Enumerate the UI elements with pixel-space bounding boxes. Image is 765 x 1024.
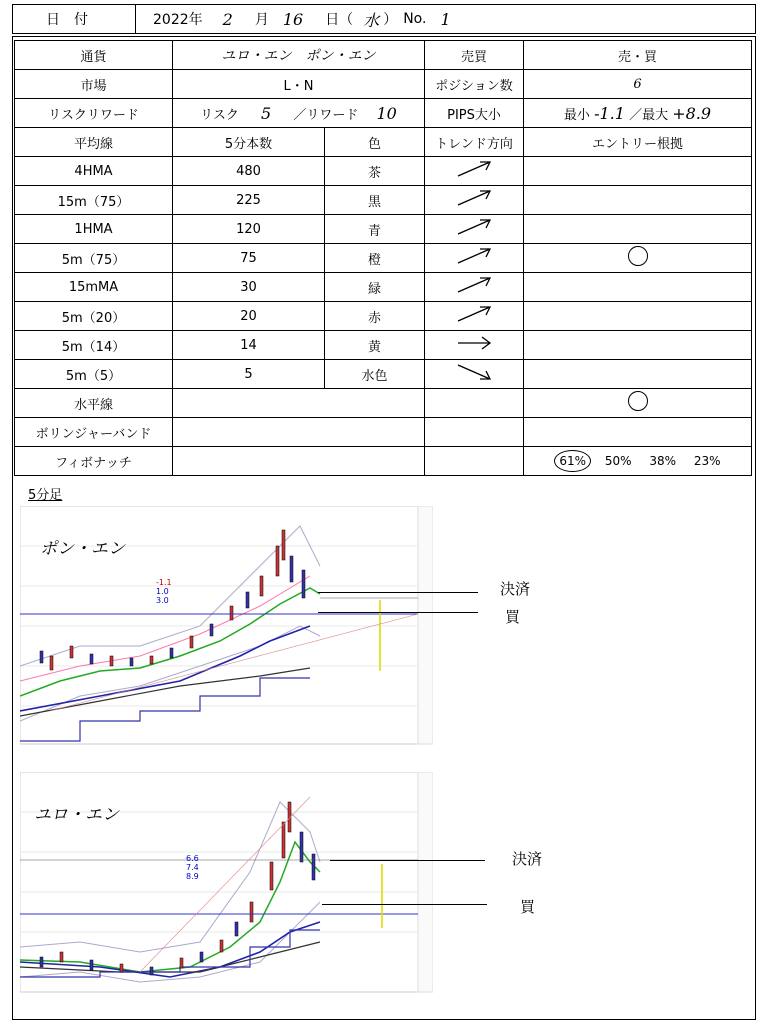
ma-row: [15, 360, 752, 389]
ma-color: 黄: [325, 331, 425, 360]
fibonacci-levels: [524, 447, 752, 476]
fib-level-50: 50%: [604, 454, 632, 468]
row-market: [15, 70, 752, 99]
row-fibonacci: [15, 447, 752, 476]
ma-color: 赤: [325, 302, 425, 331]
ma-entry: [524, 215, 752, 244]
chart-pound-yen-label-2: 1.0: [156, 587, 169, 596]
risk-reward-label: リスクリワード: [15, 99, 173, 128]
currency-label: 通貨: [15, 41, 173, 70]
chart-euro-yen-note: ユロ・エン: [34, 805, 119, 825]
ma-trend: [425, 273, 524, 302]
ma-entry: [524, 186, 752, 215]
market-value: L・N: [173, 70, 425, 99]
trend-right-arrow-icon: [454, 333, 494, 357]
date-label: 日付: [13, 5, 136, 33]
horizontal-line-entry: [524, 389, 752, 418]
chart-euro-yen-buy-label: 買: [520, 898, 536, 916]
trend-down-arrow-icon: [454, 362, 494, 386]
chart-pound-yen-settle-label: 決済: [500, 580, 531, 598]
ma-name: 4HMA: [15, 157, 173, 186]
ma-color: 橙: [325, 244, 425, 273]
trade-record-table: [14, 40, 752, 476]
chart-euro-yen-label-3: 8.9: [186, 872, 199, 881]
ma-color: 青: [325, 215, 425, 244]
row-horizontal-line: [15, 389, 752, 418]
risk-value: 5: [261, 103, 272, 123]
section-label: 5分足: [28, 488, 63, 503]
ma-bars: 480: [173, 157, 325, 186]
chart-pound-yen-note: ポン・エン: [40, 539, 125, 559]
fib-level-61: 61%: [554, 450, 591, 472]
trend-up-arrow-icon: [454, 246, 494, 270]
ma-row: [15, 157, 752, 186]
ma-entry: [524, 273, 752, 302]
ma-row: [15, 331, 752, 360]
ma-row: [15, 244, 752, 273]
ma-trend: [425, 331, 524, 360]
ma-bars: 5: [173, 360, 325, 389]
ma-entry: [524, 157, 752, 186]
chart-pound-yen-label-1: -1.1: [156, 578, 172, 587]
pips-label: PIPS大小: [425, 99, 524, 128]
chart-euro-yen: [20, 772, 433, 998]
chart-pound-yen: [20, 506, 433, 750]
horizontal-line-circle-mark: [628, 391, 648, 411]
reward-value: 10: [376, 103, 397, 123]
chart-euro-yen-label-1: 6.6: [186, 854, 199, 863]
chart-pound-yen-buy-line: [318, 612, 478, 613]
ma-row: [15, 186, 752, 215]
ma-bars: 75: [173, 244, 325, 273]
chart-pound-yen-label-3: 3.0: [156, 596, 169, 605]
date-day-unit: 日（: [325, 12, 354, 28]
ma-rows: [15, 157, 752, 389]
row-bollinger: [15, 418, 752, 447]
date-day: 16: [282, 9, 304, 29]
ma-name: 5m（14）: [15, 331, 173, 360]
trend-up-arrow-icon: [454, 159, 494, 183]
ma-row: [15, 273, 752, 302]
ma-entry: [524, 360, 752, 389]
ma-entry: [524, 244, 752, 273]
date-month: 2: [222, 9, 233, 29]
pips-value: [524, 99, 752, 128]
ma-name: 5m（75）: [15, 244, 173, 273]
ma-name: 5m（5）: [15, 360, 173, 389]
chart-euro-yen-settle-line: [330, 860, 485, 861]
pips-max-label: ／最大: [629, 107, 669, 123]
risk-label: リスク: [200, 107, 239, 123]
trend-up-arrow-icon: [454, 275, 494, 299]
entry-circle-mark: [628, 246, 648, 266]
pips-min-value: -1.1: [594, 103, 625, 123]
ma-header: 平均線: [15, 128, 173, 157]
chart-euro-yen-settle-label: 決済: [512, 850, 543, 868]
ma-bars: 30: [173, 273, 325, 302]
risk-reward-value: [173, 99, 425, 128]
no-label: No.: [403, 11, 427, 27]
ma-trend: [425, 302, 524, 331]
date-value: [153, 5, 457, 33]
ma-name: 1HMA: [15, 215, 173, 244]
pips-max-value: +8.9: [672, 103, 712, 123]
date-close-paren: ）: [383, 12, 398, 28]
reward-label: ／リワード: [293, 107, 359, 123]
bollinger-label: ボリンジャーバンド: [15, 418, 173, 447]
date-header: [12, 4, 756, 34]
trend-up-arrow-icon: [454, 188, 494, 212]
position-label: ポジション数: [425, 70, 524, 99]
ma-color: 水色: [325, 360, 425, 389]
date-month-unit: 月: [254, 12, 269, 28]
color-header: 色: [325, 128, 425, 157]
chart-pound-yen-buy-label: 買: [505, 608, 521, 626]
fib-level-38: 38%: [649, 454, 677, 468]
chart-euro-yen-buy-line: [322, 904, 487, 905]
row-currency: [15, 41, 752, 70]
trend-header: トレンド方向: [425, 128, 524, 157]
ma-bars: 120: [173, 215, 325, 244]
ma-name: 5m（20）: [15, 302, 173, 331]
ma-trend: [425, 186, 524, 215]
ma-name: 15m（75）: [15, 186, 173, 215]
ma-color: 緑: [325, 273, 425, 302]
ma-row: [15, 302, 752, 331]
ma-bars: 225: [173, 186, 325, 215]
position-value: 6: [524, 70, 752, 99]
trend-up-arrow-icon: [454, 217, 494, 241]
side-label: 売買: [425, 41, 524, 70]
ma-bars: 20: [173, 302, 325, 331]
ma-color: 茶: [325, 157, 425, 186]
bars-header: 5分本数: [173, 128, 325, 157]
fibonacci-label: フィボナッチ: [15, 447, 173, 476]
ma-bars: 14: [173, 331, 325, 360]
chart-pound-yen-settle-line: [318, 592, 478, 593]
row-risk-reward: [15, 99, 752, 128]
market-label: 市場: [15, 70, 173, 99]
ma-trend: [425, 360, 524, 389]
ma-color: 黒: [325, 186, 425, 215]
side-value: 売・買: [524, 41, 752, 70]
no-value: 1: [440, 9, 451, 29]
horizontal-line-label: 水平線: [15, 389, 173, 418]
fib-level-23: 23%: [693, 454, 721, 468]
ma-entry: [524, 331, 752, 360]
ma-trend: [425, 244, 524, 273]
trend-up-arrow-icon: [454, 304, 494, 328]
ma-trend: [425, 157, 524, 186]
row-ma-header: [15, 128, 752, 157]
ma-trend: [425, 215, 524, 244]
entry-header: エントリー根拠: [524, 128, 752, 157]
date-weekday: 水: [363, 10, 380, 30]
ma-entry: [524, 302, 752, 331]
chart-euro-yen-label-2: 7.4: [186, 863, 199, 872]
pips-min-label: 最小: [563, 107, 590, 123]
date-year: 2022年: [153, 12, 203, 28]
currency-value: ユロ・エン ポン・エン: [173, 41, 425, 70]
ma-row: [15, 215, 752, 244]
ma-name: 15mMA: [15, 273, 173, 302]
